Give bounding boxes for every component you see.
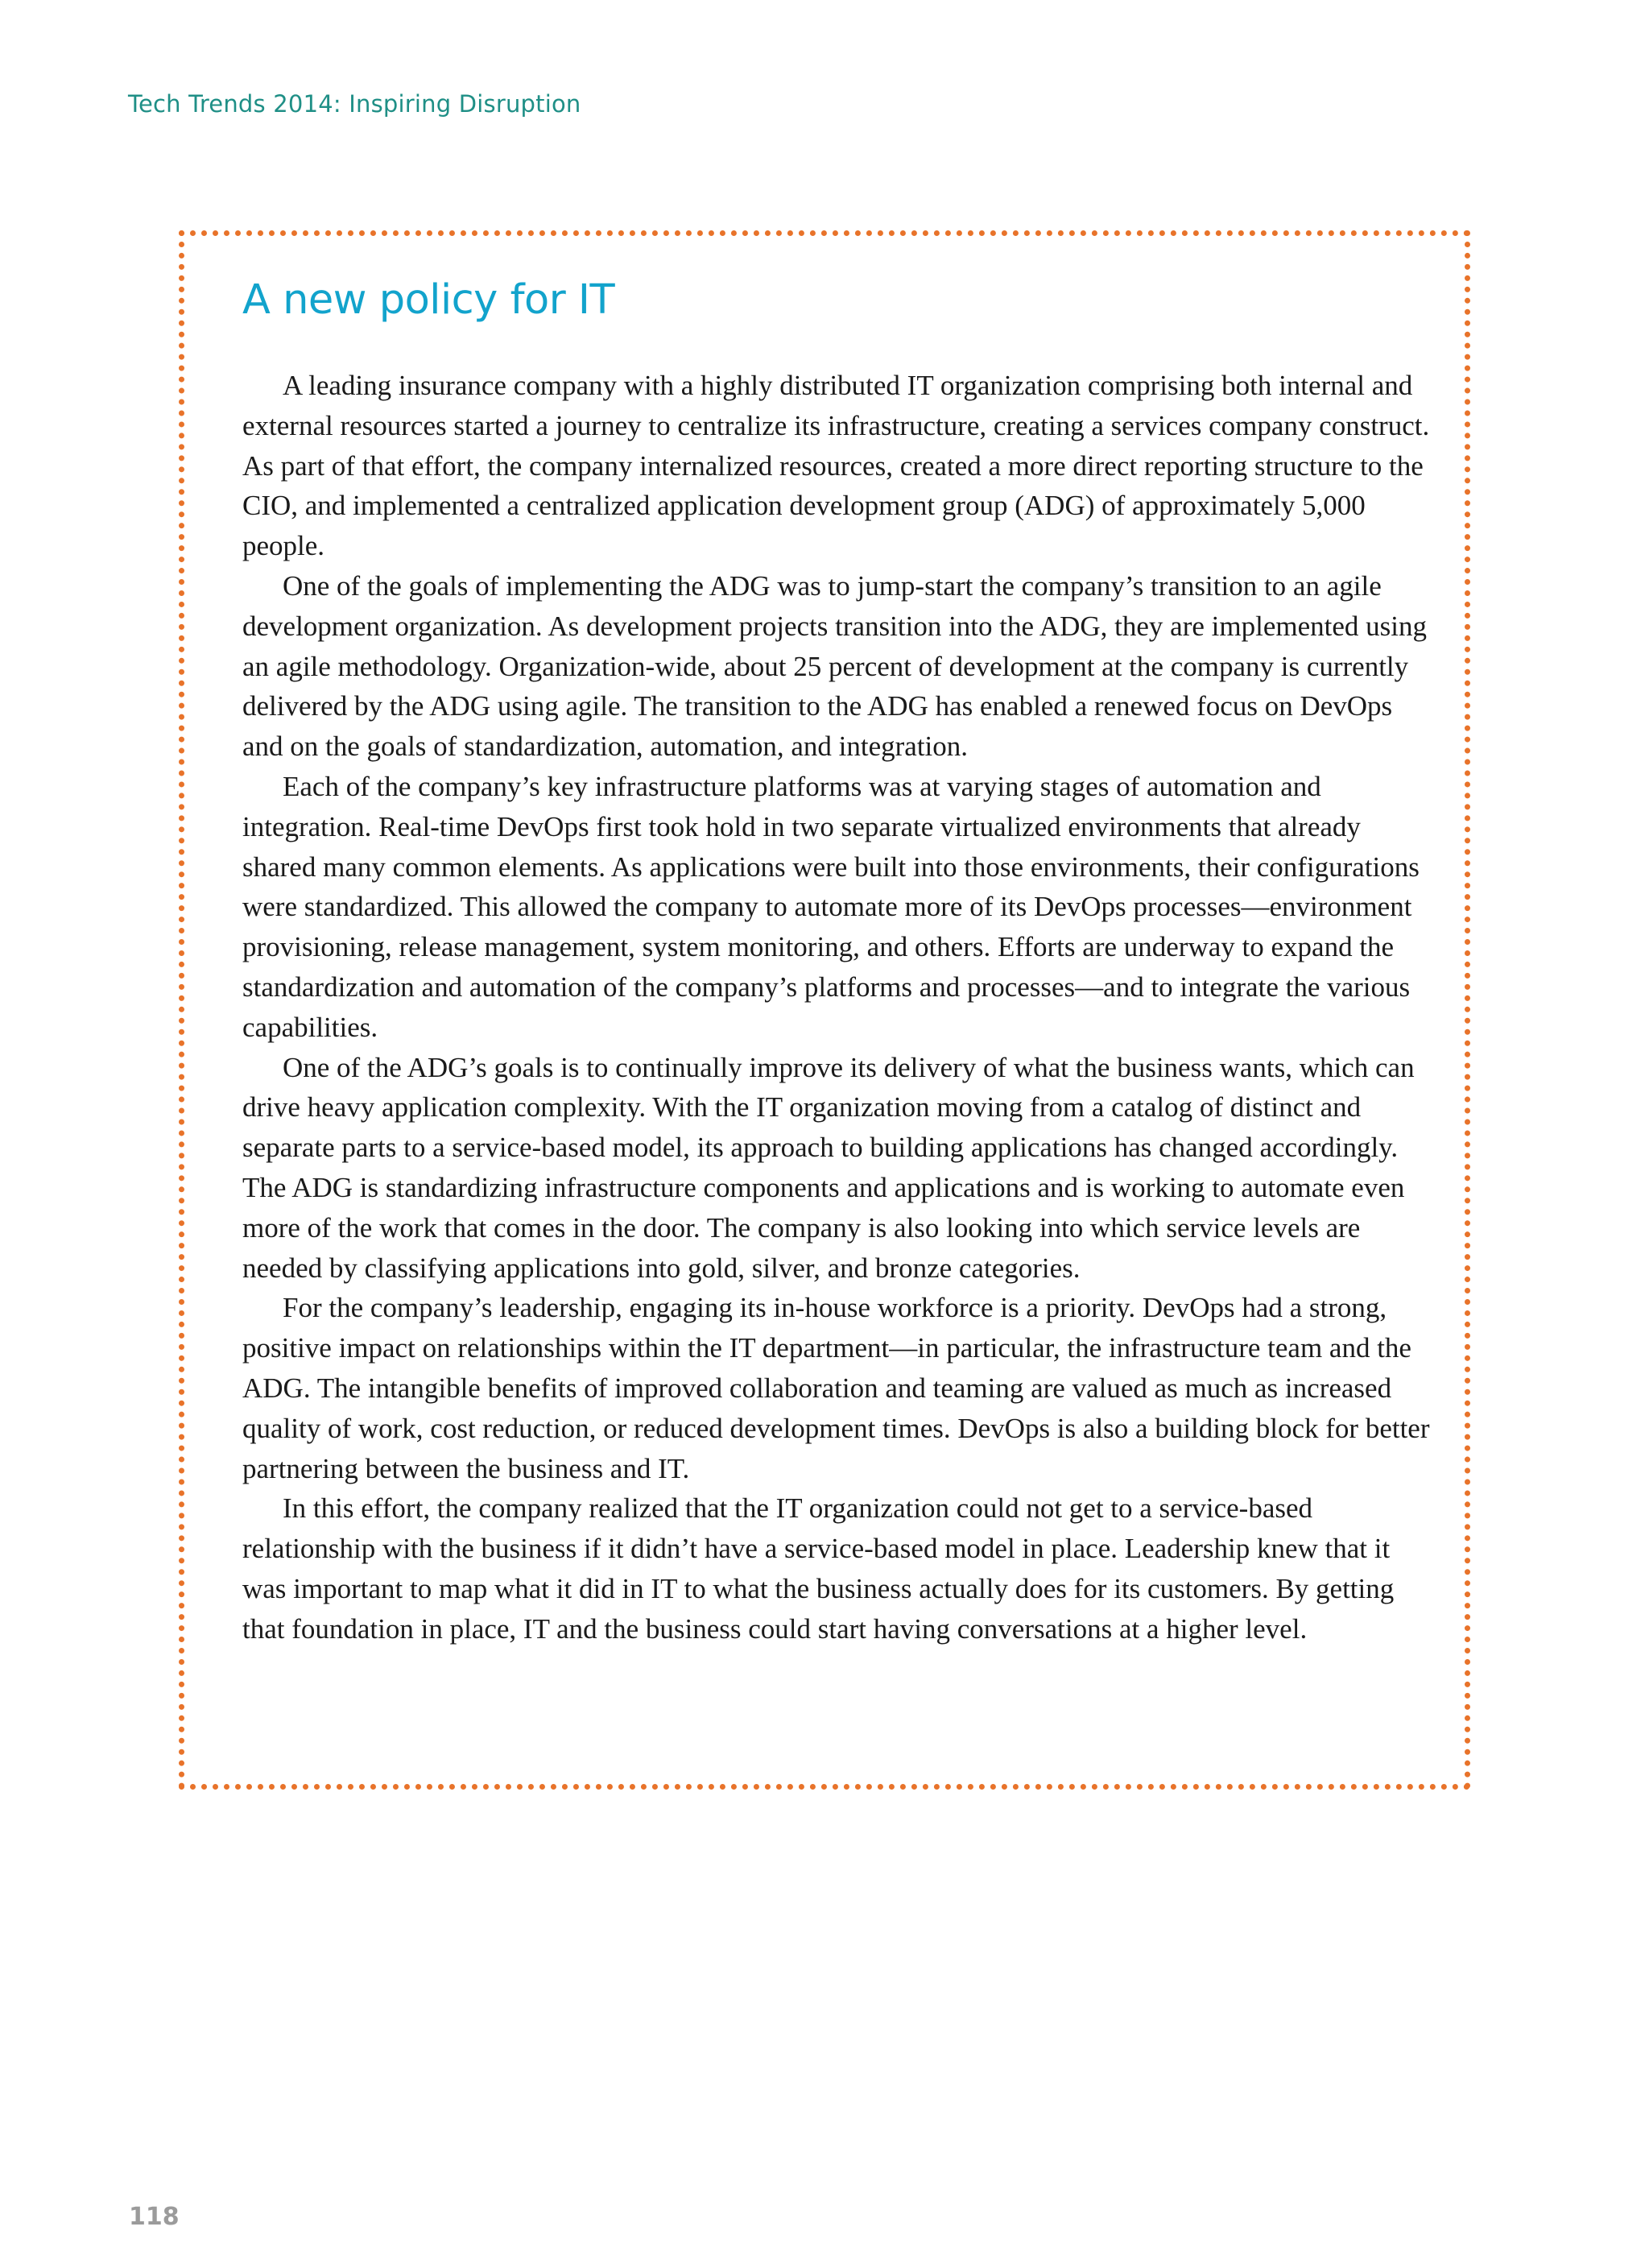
body-paragraph: One of the ADG’s goals is to continually improve its delivery of what the business wants, which can drive heavy application complexity. With the IT organization moving from a catalog of distinct and separate parts to a service-based model, its approach to building applications has changed accordingly. The ADG is standardizing infrastructure components and applications and is working to automate even more of the work that comes in the door. The company is also looking into which service levels are needed by classifying applications into gold, silver, and bronze categories. [242, 1051, 1415, 1284]
page-number: 118 [129, 2203, 180, 2231]
running-header: Tech Trends 2014: Inspiring Disruption [128, 90, 581, 118]
case-study-sidebar [179, 230, 1470, 1790]
body-paragraph: Each of the company’s key infrastructure platforms was at varying stages of automation and integration. Real-time DevOps first took hold in two separate virtualized environments that already shared many common elements. As applications were built into those environments, their configurations were standardized. This allowed the company to automate more of its DevOps processes—environment provisioning, release management, system monitoring, and others. Efforts are underway to expand the standardization and automation of the company’s platforms and processes—and to integrate the various capabilities. [242, 770, 1420, 1043]
sidebar-title: A new policy for IT [242, 276, 615, 324]
body-paragraph: One of the goals of implementing the ADG was to jump-start the company’s transition to an agile development organization. As development projects transition into the ADG, they are implemented using an agile methodology. Organization-wide, about 25 percent of development at the company is currently delivered by the ADG using agile. The transition to the ADG has enabled a renewed focus on DevOps and on the goals of standardization, automation, and integration. [242, 569, 1427, 763]
body-paragraph: A leading insurance company with a highly distributed IT organization comprising both internal and external resources started a journey to centralize its infrastructure, creating a services company construct. As part of that effort, the company internalized resources, created a more direct reporting structure to the CIO, and implemented a centralized application development group (ADG) of approximately 5,000 people. [242, 370, 1430, 562]
body-paragraph: For the company’s leadership, engaging its in-house workforce is a priority. DevOps had a strong, positive impact on relationships within the IT department—in particular, the infrastructure team and the ADG. The intangible benefits of improved collaboration and teaming are valued as much as increased quality of work, cost reduction, or reduced development times. DevOps is also a building block for better partnering between the business and IT. [242, 1292, 1430, 1484]
sidebar-body [242, 366, 1434, 1649]
body-paragraph: In this effort, the company realized that the IT organization could not get to a service-based relationship with the business if it didn’t have a service-based model in place. Leadership knew that it was important to map what it did in IT to what the business actually does for its customers. By getting that foundation in place, IT and the business could start having conversations at a higher level. [242, 1492, 1395, 1645]
